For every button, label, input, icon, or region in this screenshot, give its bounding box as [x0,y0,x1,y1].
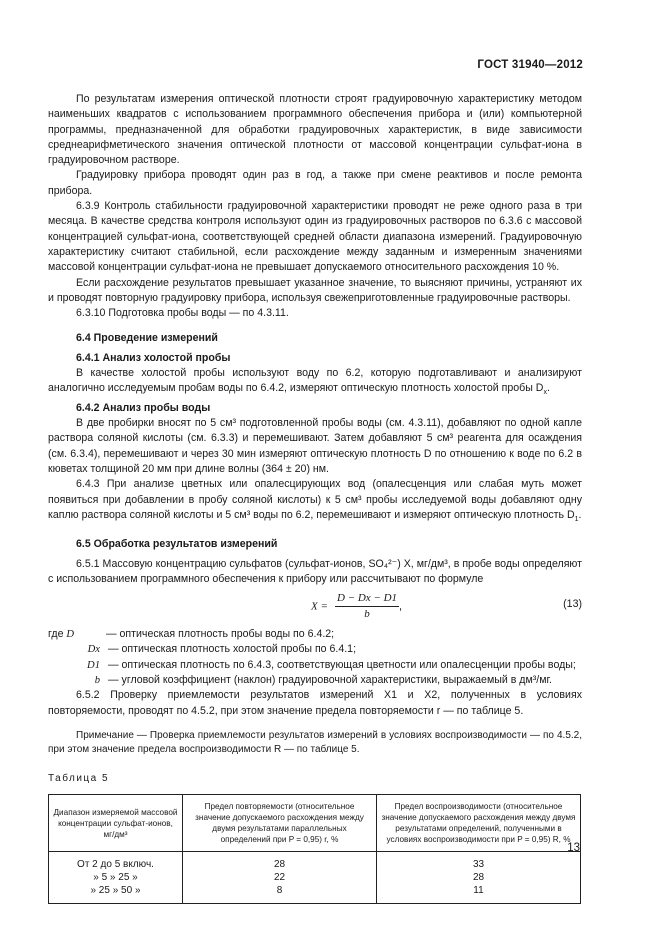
paragraph: По результатам измерения оптической плотности строят градуировочную характеристику методом наименьших квадратов с использованием программного обеспечения прибора и (или) компьютерной программы, предназначенной для обработки градуировочных характеристик, в виде зависимости среднеарифметического значения оптической плотности от массовой концентрации сульфат-иона в градуировочном растворе. [48,93,582,167]
paragraph-6-4-3: 6.4.3 При анализе цветных или опалесцирующих вод (опалесценция или слабая муть может появиться при добавлении в пробу соляной кислоты) к 5 см³ пробы исследуемой воды добавляют одну каплю раствора соляной кислоты и 5 см³ воды по 6.2, перемешивают и измеряют оптическую плотность $D_1$. [48,478,582,523]
table-header-cell: Предел воспроизводимости (относительное значение допускаемого расхождения между двумя результатами определений, полученными в условиях воспроизводимости при P = 0,95) R, % [377,795,581,852]
definition-row: где D — оптическая плотность пробы воды по 6.4.2; [48,628,335,641]
table-cell: От 2 до 5 включ. [49,852,183,872]
paragraph-6-5-2: 6.5.2 Проверку приемлемости результатов измерений X1 и X2, полученных в условиях повторяемости, проводят по 4.5.2, при этом значение предела повторяемости r — по таблице 5. [48,689,582,717]
formula-13 [48,589,582,627]
table-cell: » 25 » 50 » [49,884,183,904]
definition-row: D1 — оптическая плотность по 6.4.3, соответствующая цветности или опалесценции пробы воды; [87,658,576,671]
paragraph-6-4-2: В две пробирки вносят по 5 см³ подготовленной пробы воды (см. 4.3.11), добавляют по одной капле раствора соляной кислоты (см. 6.3.3) и перемешивают. Затем добавляют 5 см³ реагента для осаждения (см. 6.3.4), перемешивают и через 30 мин измеряют оптическую плотность D по отношению к воде по 6.2 в кюветах толщиной 20 мм при длине волны (364 ± 20) нм. [48,417,582,475]
table-row [49,852,581,872]
table-row [49,871,581,884]
paragraph-6-3-10: 6.3.10 Подготовка пробы воды — по 4.3.11. [76,307,289,320]
section-heading-6-4: 6.4 Проведение измерений [76,332,218,345]
formula-number: (13) [563,598,582,611]
table-header-cell: Диапазон измеряемой массовой концентрации сульфат-ионов, мг/дм³ [49,795,183,852]
table-header-cell: Предел повторяемости (относительное значение допускаемого расхождения между двумя результатами параллельных определений при P = 0,95) r, % [183,795,377,852]
section-heading-6-5: 6.5 Обработка результатов измерений [76,538,278,551]
definition-row: b — угловой коэффициент (наклон) градуировочной характеристики, выражаемый в дм³/мг. [94,674,553,687]
table-cell: 33 [377,852,581,872]
paragraph-6-4-1: В качестве холостой пробы используют воду по 6.2, которую подготавливают и анализируют аналогично исследуемым пробам воды по 6.4.2, измеряют оптическую плотность холостой пробы $D_x$. [48,367,582,397]
table-row [49,884,581,904]
note-text: Примечание — Проверка приемлемости результатов измерений в условиях воспроизводимости — по 4.5.2, при этом значение предела воспроизводимости R — по таблице 5. [48,729,582,755]
formula-definitions [48,627,582,688]
table-cell: 28 [377,871,581,884]
formula-expression: X = $\frac{D - Dx - D1}{b}$ , [311,592,403,621]
subsection-heading-6-4-1: 6.4.1 Анализ холостой пробы [76,351,231,364]
table-cell: 8 [183,884,377,904]
paragraph-6-5-1: 6.5.1 Массовую концентрацию сульфатов (сульфат-ионов, SO₄²⁻) X, мг/дм³, в пробе воды определяют с использованием программного обеспечения к прибору или рассчитывают по формуле [48,557,582,585]
paragraph: Градуировку прибора проводят один раз в год, а также при смене реактивов и после ремонта прибора. [48,169,582,197]
note [48,729,582,757]
table-cell: 28 [183,852,377,872]
definition-row: Dx — оптическая плотность холостой пробы по 6.4.1; [87,643,357,656]
paragraph: Если расхождение результатов превышает указанное значение, то выясняют причины, устраняют их и проводят повторную градуировку прибора, используя свежеприготовленные градуировочные растворы. [48,276,582,304]
table-caption: Таблица 5 [48,772,110,784]
document-body [48,92,582,904]
page-number: 13 [567,842,580,854]
table-cell: 22 [183,871,377,884]
table-cell: » 5 » 25 » [49,871,183,884]
paragraph-6-3-9: 6.3.9 Контроль стабильности градуировочной характеристики проводят не реже одного раза в три месяца. В качестве средства контроля используют один из градуировочных растворов по 6.3.6 с массовой концентрацией сульфат-иона, соответствующей средней области диапазона измерений. Градуировочную характеристику считают стабильной, если расхождение между заданным и измеренным значениями массовой концентрации сульфат-иона не превышает допускаемого относительного расхождения 10 %. [48,200,582,274]
table-header-row [49,795,581,852]
standard-designation: ГОСТ 31940—2012 [477,59,583,71]
table-cell: 11 [377,884,581,904]
subsection-heading-6-4-2: 6.4.2 Анализ пробы воды [76,401,211,414]
table-5 [48,794,581,904]
